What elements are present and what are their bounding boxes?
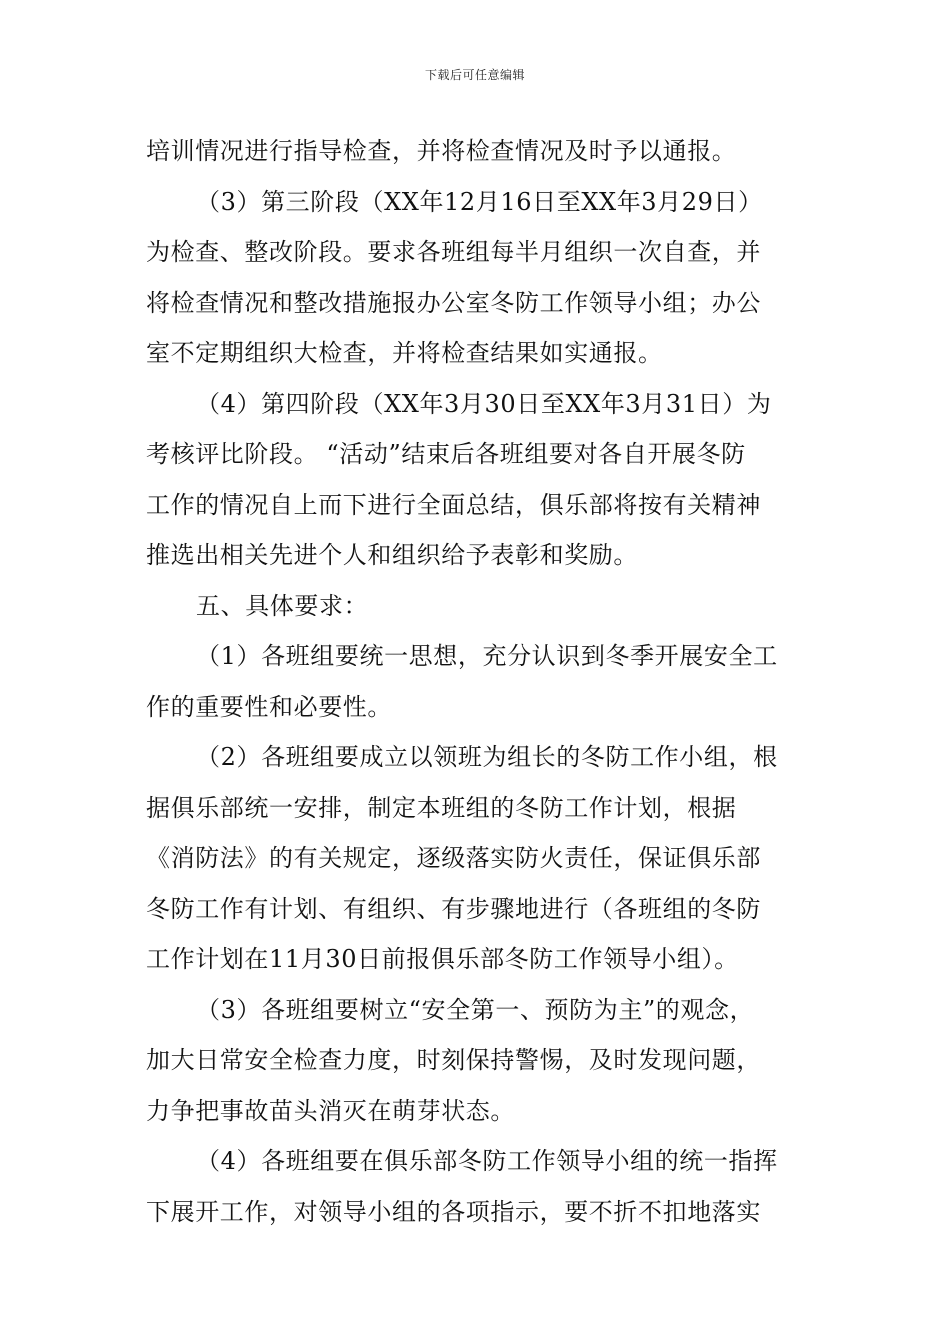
page-header: 下载后可任意编辑: [424, 68, 525, 82]
text-line: 将检查情况和整改措施报办公室冬防工作领导小组；办公: [146, 288, 761, 317]
text-line: 室不定期组织大检查，并将检查结果如实通报。: [146, 339, 663, 367]
text-line: 为检查、整改阶段。要求各班组每半月组织一次自查，并: [146, 238, 761, 266]
text-line: 据俱乐部统一安排，制定本班组的冬防工作计划，根据: [146, 793, 737, 822]
text-line: 下展开工作，对领导小组的各项指示，要不折不扣地落实: [146, 1197, 761, 1226]
text-line: 《消防法》的有关规定，逐级落实防火责任，保证俱乐部: [146, 844, 761, 872]
text-line: 推选出相关先进个人和组织给予表彰和奖励。: [146, 541, 638, 569]
text-line: 加大日常安全检查力度，时刻保持警惕，及时发现问题，: [146, 1046, 761, 1074]
text-line: 力争把事故苗头消灭在萌芽状态。: [146, 1096, 515, 1125]
section-heading: 五、具体要求：: [196, 591, 369, 620]
text-line: 工作的情况自上而下进行全面总结，俱乐部将按有关精神: [146, 490, 761, 519]
text-line: 工作计划在11月30日前报俱乐部冬防工作领导小组）。: [146, 945, 739, 973]
text-line: 考核评比阶段。 “活动”结束后各班组要对各自开展冬防: [146, 440, 746, 468]
document-body: [146, 126, 810, 1237]
text-line: 冬防工作有计划、有组织、有步骤地进行（各班组的冬防: [146, 894, 761, 923]
text-line: 培训情况进行指导检查，并将检查情况及时予以通报。: [146, 137, 737, 165]
text-line: （1）各班组要统一思想，充分认识到冬季开展安全工: [196, 642, 778, 670]
text-line: 作的重要性和必要性。: [146, 692, 392, 721]
text-line: （2）各班组要成立以领班为组长的冬防工作小组，根: [196, 743, 778, 771]
text-line: （4）第四阶段（XX年3月30日至XX年3月31日）为: [196, 389, 772, 418]
text-line: （4）各班组要在俱乐部冬防工作领导小组的统一指挥: [196, 1147, 778, 1175]
text-line: （3）第三阶段（XX年12月16日至XX年3月29日）: [196, 187, 763, 216]
text-line: （3）各班组要树立“安全第一、预防为主”的观念，: [196, 995, 755, 1024]
